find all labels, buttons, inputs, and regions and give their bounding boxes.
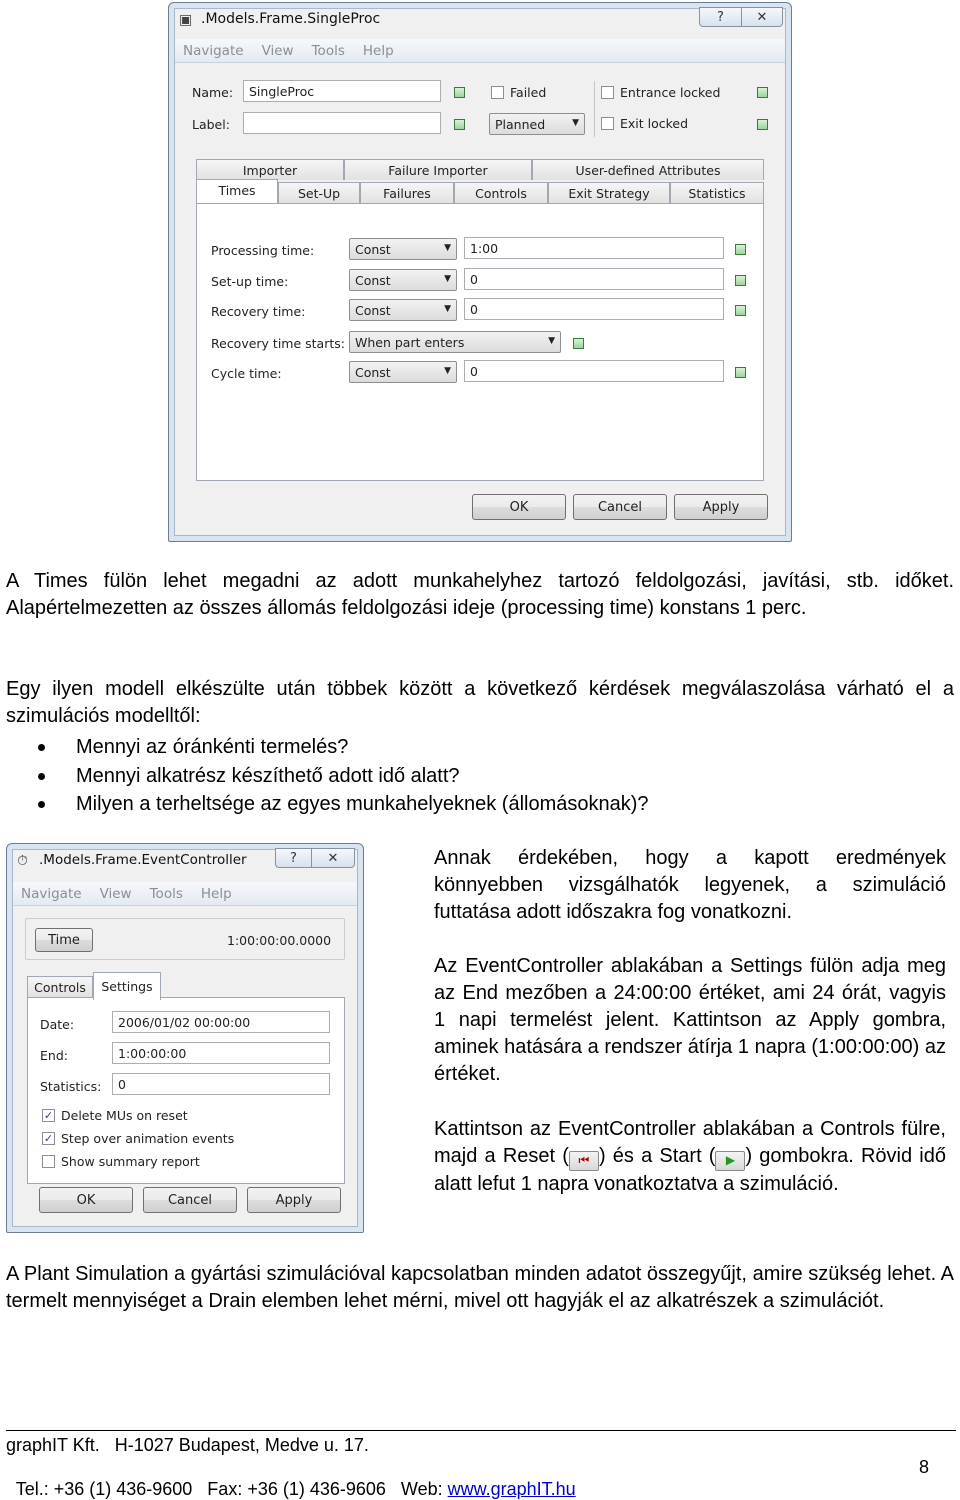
menu-help[interactable]: Help bbox=[200, 885, 232, 902]
separator bbox=[594, 81, 595, 137]
list-item bbox=[38, 790, 938, 819]
side-paragraph-3-part-a: Kattintson az EventController ablakában a Controls fülre, majd a Reset ( bbox=[434, 1118, 946, 1167]
paragraph-times: A Times fülön lehet megadni az adott munkahelyhez tartozó feldolgozási, javítási, stb. időket. Alapértelmezetten az összes állomás feldolgozási ideje (processing time) konstans 1 perc. bbox=[6, 570, 954, 619]
setup-time-mode-value: Const bbox=[355, 273, 391, 288]
help-icon[interactable]: ? bbox=[699, 7, 741, 27]
reset-icon: ⏮ bbox=[569, 1151, 599, 1171]
side-paragraph-3 bbox=[434, 1116, 946, 1198]
footer-divider bbox=[6, 1430, 956, 1431]
planned-dropdown[interactable] bbox=[489, 113, 585, 135]
label-label: Label: bbox=[192, 117, 230, 132]
list-item-text: Milyen a terheltsége az egyes munkahelyeknek (állomásoknak)? bbox=[76, 793, 649, 815]
singleproc-dialog bbox=[168, 2, 792, 542]
close-icon[interactable]: ✕ bbox=[311, 848, 355, 868]
window-title: .Models.Frame.SingleProc bbox=[201, 11, 381, 27]
menubar bbox=[175, 39, 785, 63]
recovery-time-starts-label: Recovery time starts: bbox=[211, 336, 345, 351]
entrance-inherit-icon[interactable] bbox=[757, 87, 768, 98]
window-icon: ▣ bbox=[179, 12, 193, 28]
footer-contact-text: Tel.: +36 (1) 436-9600 Fax: +36 (1) 436-9606 Web: bbox=[15, 1479, 448, 1499]
show-summary-label: Show summary report bbox=[61, 1154, 200, 1169]
tab-set-up[interactable]: Set-Up bbox=[278, 182, 360, 203]
recovery-time-label: Recovery time: bbox=[211, 304, 306, 319]
list-item bbox=[38, 762, 938, 791]
bullet-icon bbox=[38, 773, 45, 780]
settings-panel bbox=[27, 997, 345, 1184]
side-paragraph-3-part-c: ) gombokra. Rövid idő alatt lefut 1 napra vonatkoztatva a szimuláció. bbox=[434, 1145, 946, 1195]
processing-time-mode-value: Const bbox=[355, 242, 391, 257]
setup-time-field[interactable]: 0 bbox=[464, 268, 724, 290]
times-panel bbox=[196, 203, 764, 481]
ok-button[interactable]: OK bbox=[472, 494, 566, 520]
bullet-icon bbox=[38, 801, 45, 808]
start-icon: ▶ bbox=[715, 1151, 745, 1171]
close-icon[interactable]: ✕ bbox=[741, 7, 783, 27]
step-over-checkbox[interactable]: ✓ bbox=[43, 1132, 54, 1145]
recovery-time-mode[interactable] bbox=[349, 299, 457, 321]
window-title: .Models.Frame.EventController bbox=[39, 852, 247, 868]
chevron-down-icon: ▼ bbox=[572, 118, 579, 128]
menu-view[interactable]: View bbox=[261, 42, 294, 59]
bullet-icon bbox=[38, 744, 45, 751]
cycle-time-mode-value: Const bbox=[355, 365, 391, 380]
chevron-down-icon: ▼ bbox=[548, 336, 555, 346]
setup-time-mode[interactable] bbox=[349, 269, 457, 291]
exit-locked-label: Exit locked bbox=[620, 116, 689, 131]
tab-settings[interactable]: Settings bbox=[93, 972, 161, 1000]
menu-navigate[interactable]: Navigate bbox=[183, 42, 244, 59]
chevron-down-icon: ▼ bbox=[444, 274, 451, 284]
cycle-time-inherit-icon[interactable] bbox=[735, 367, 746, 378]
recovery-time-starts-value: When part enters bbox=[355, 335, 465, 350]
tab-importer[interactable]: Importer bbox=[196, 159, 344, 180]
eventcontroller-titlebar[interactable] bbox=[13, 848, 357, 872]
exit-inherit-icon[interactable] bbox=[757, 119, 768, 130]
delete-mus-checkbox[interactable]: ✓ bbox=[43, 1109, 54, 1122]
tab-controls[interactable]: Controls bbox=[27, 976, 93, 997]
paragraph-plant-simulation: A Plant Simulation a gyártási szimulációval kapcsolatban minden adatot összegyűjt, amire szükség lehet. A termelt mennyiséget a Drain elemben lehet mérni, mivel ott hagyják el az alkatrészek a szimulációt. bbox=[6, 1263, 954, 1312]
side-paragraph-3-part-b: ) és a Start ( bbox=[598, 1145, 716, 1167]
date-field[interactable]: 2006/01/02 00:00:00 bbox=[112, 1011, 330, 1033]
side-paragraph-1: Annak érdekében, hogy a kapott eredmények könnyebben vizsgálhatók legyenek, a szimuláció futtatása adott időszakra fog vonatkozni. bbox=[434, 847, 946, 923]
cycle-time-label: Cycle time: bbox=[211, 366, 282, 381]
statistics-field[interactable]: 0 bbox=[112, 1073, 330, 1095]
show-summary-checkbox[interactable] bbox=[42, 1155, 55, 1168]
chevron-down-icon: ▼ bbox=[444, 243, 451, 253]
menu-help[interactable]: Help bbox=[362, 42, 394, 59]
name-inherit-icon[interactable] bbox=[454, 87, 465, 98]
time-button[interactable]: Time bbox=[35, 928, 93, 952]
list-item-text: Mennyi alkatrész készíthető adott idő alatt? bbox=[76, 764, 460, 787]
tab-controls[interactable]: Controls bbox=[454, 182, 548, 203]
help-icon[interactable]: ? bbox=[275, 848, 311, 868]
chevron-down-icon: ▼ bbox=[444, 304, 451, 314]
menu-view[interactable]: View bbox=[99, 885, 132, 902]
menu-tools[interactable]: Tools bbox=[149, 885, 183, 902]
ok-button[interactable]: OK bbox=[39, 1187, 133, 1213]
chevron-down-icon: ▼ bbox=[444, 366, 451, 376]
cycle-time-field[interactable]: 0 bbox=[464, 360, 724, 382]
recovery-time-mode-value: Const bbox=[355, 303, 391, 318]
processing-time-inherit-icon[interactable] bbox=[735, 244, 746, 255]
tab-times[interactable]: Times bbox=[196, 179, 278, 203]
processing-time-label: Processing time: bbox=[211, 243, 315, 258]
delete-mus-label: Delete MUs on reset bbox=[61, 1108, 188, 1123]
question-list bbox=[38, 733, 938, 819]
entrance-locked-label: Entrance locked bbox=[620, 85, 721, 100]
tab-exit-strategy[interactable]: Exit Strategy bbox=[548, 182, 670, 203]
end-label: End: bbox=[40, 1048, 68, 1063]
paragraph-questions: Egy ilyen modell elkészülte után többek között a következő kérdések megválaszolása várható el a szimulációs modelltől: bbox=[6, 678, 954, 727]
exit-locked-checkbox[interactable] bbox=[601, 117, 614, 130]
date-label: Date: bbox=[40, 1017, 75, 1032]
menu-tools[interactable]: Tools bbox=[311, 42, 345, 59]
recovery-time-starts-inherit-icon[interactable] bbox=[573, 338, 584, 349]
failed-checkbox[interactable] bbox=[491, 86, 504, 99]
failed-label: Failed bbox=[510, 85, 547, 100]
cycle-time-mode[interactable] bbox=[349, 361, 457, 383]
footer-address: graphIT Kft. H-1027 Budapest, Medve u. 17. bbox=[6, 1435, 369, 1455]
end-field[interactable]: 1:00:00:00 bbox=[112, 1042, 330, 1064]
step-over-label: Step over animation events bbox=[61, 1131, 235, 1146]
apply-button[interactable]: Apply bbox=[247, 1187, 341, 1213]
cancel-button[interactable]: Cancel bbox=[573, 494, 667, 520]
clock-icon: ⏱ bbox=[17, 853, 28, 869]
planned-value: Planned bbox=[495, 117, 546, 132]
processing-time-mode[interactable] bbox=[349, 238, 457, 260]
singleproc-titlebar[interactable] bbox=[175, 7, 785, 31]
tab-user-defined-attributes[interactable]: User-defined Attributes bbox=[532, 159, 764, 180]
label-inherit-icon[interactable] bbox=[454, 119, 465, 130]
setup-time-label: Set-up time: bbox=[211, 274, 289, 289]
website-link[interactable]: www.graphIT.hu bbox=[447, 1479, 576, 1499]
list-item bbox=[38, 733, 938, 762]
side-paragraph-2: Az EventController ablakában a Settings fülön adja meg az End mezőben a 24:00:00 értéket, ami 24 órát, vagyis 1 napi termelést jelent. Kattintson az Apply gombra, aminek hatására a rendszer átírja 1 napra (1:00:00:00) az értéket. bbox=[434, 955, 946, 1085]
footer-contact bbox=[6, 1456, 576, 1500]
tab-failures[interactable]: Failures bbox=[360, 182, 454, 203]
menu-navigate[interactable]: Navigate bbox=[21, 885, 82, 902]
recovery-time-starts-mode[interactable] bbox=[349, 331, 561, 353]
name-field[interactable]: SingleProc bbox=[243, 80, 441, 102]
time-value: 1:00:00:00.0000 bbox=[227, 933, 332, 948]
recovery-time-inherit-icon[interactable] bbox=[735, 305, 746, 316]
tab-statistics[interactable]: Statistics bbox=[670, 182, 764, 203]
processing-time-field[interactable]: 1:00 bbox=[464, 237, 724, 259]
cancel-button[interactable]: Cancel bbox=[143, 1187, 237, 1213]
menubar bbox=[13, 882, 357, 906]
list-item-text: Mennyi az óránkénti termelés? bbox=[76, 736, 349, 758]
statistics-label: Statistics: bbox=[40, 1079, 102, 1094]
page-number: 8 bbox=[919, 1457, 930, 1477]
name-label: Name: bbox=[192, 85, 234, 100]
tab-failure-importer[interactable]: Failure Importer bbox=[344, 159, 532, 180]
label-field[interactable] bbox=[243, 112, 441, 134]
recovery-time-field[interactable]: 0 bbox=[464, 298, 724, 320]
setup-time-inherit-icon[interactable] bbox=[735, 275, 746, 286]
entrance-locked-checkbox[interactable] bbox=[601, 86, 614, 99]
eventcontroller-dialog bbox=[6, 843, 364, 1233]
apply-button[interactable]: Apply bbox=[674, 494, 768, 520]
